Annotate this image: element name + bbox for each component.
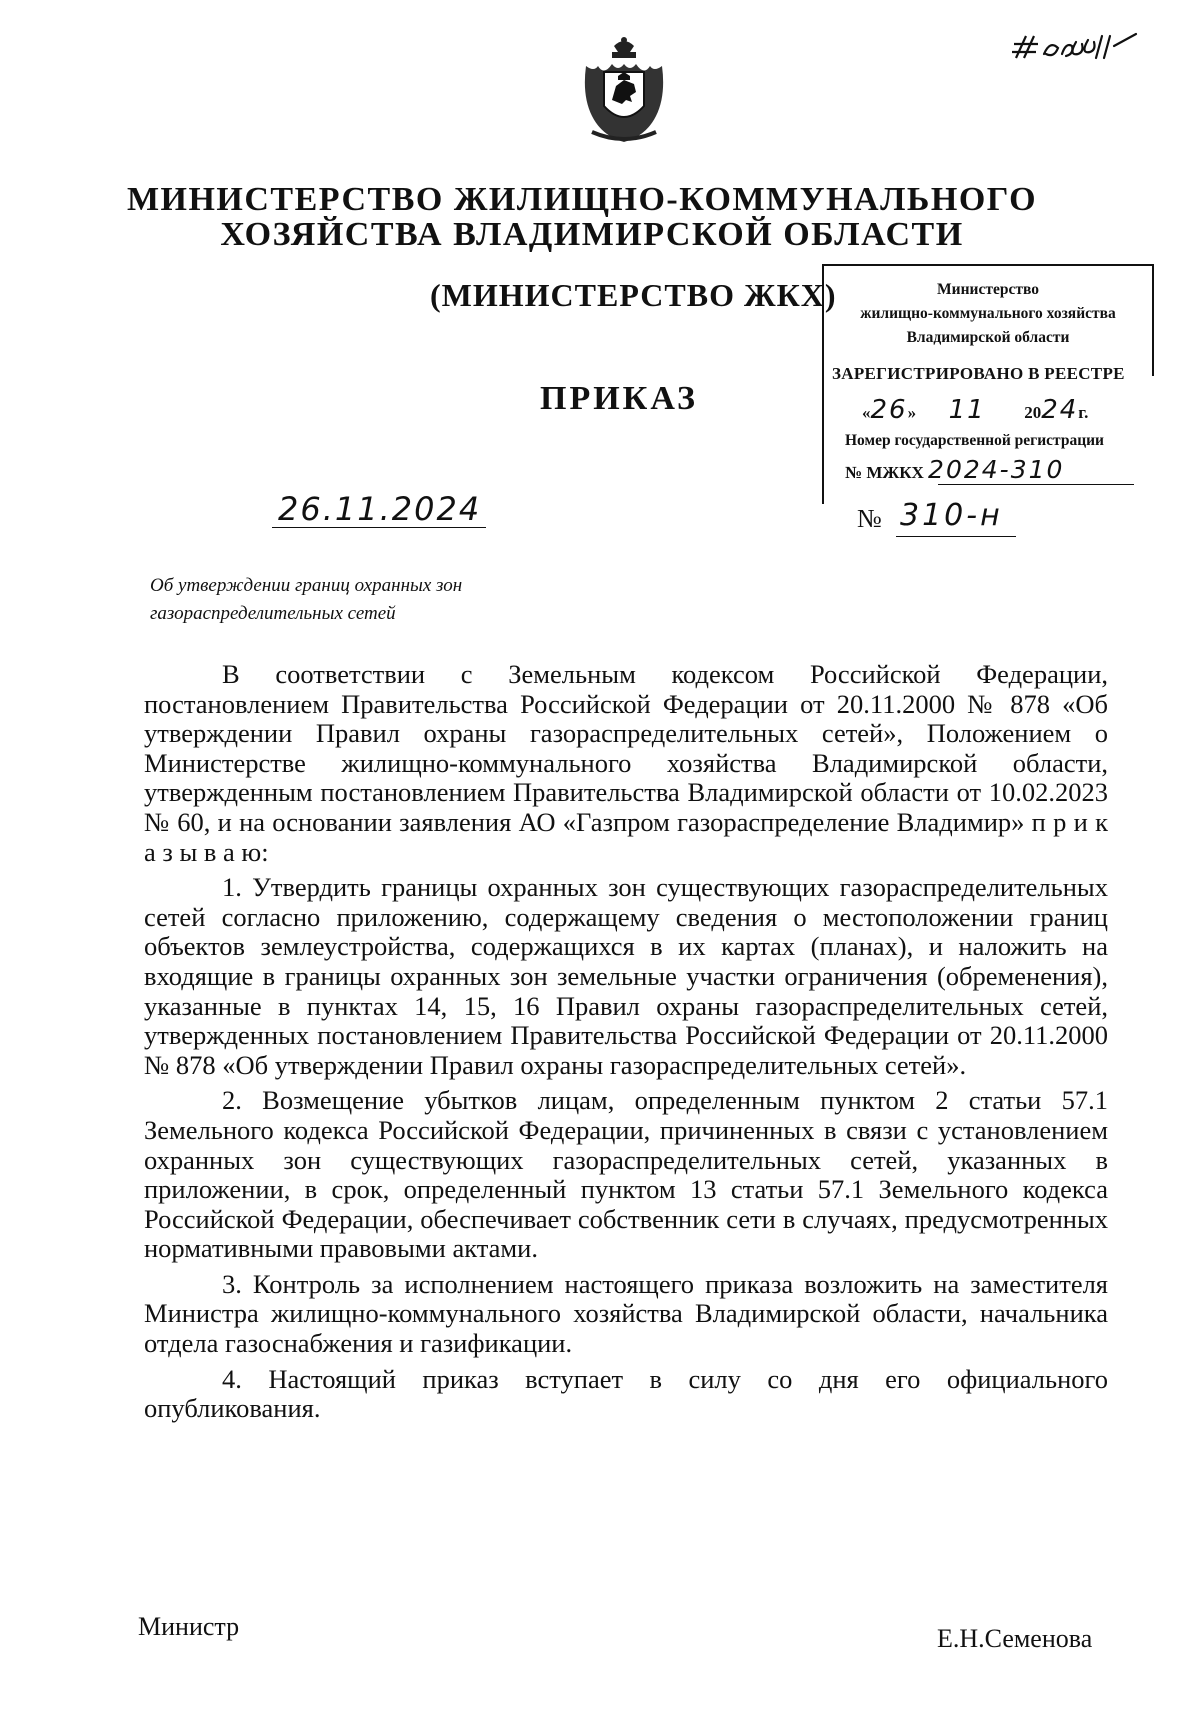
order-date: 26.11.2024 bbox=[278, 490, 482, 528]
subject-line1: Об утверждении границ охранных зон bbox=[150, 575, 463, 596]
ministry-short-name: (МИНИСТЕРСТВО ЖКХ) bbox=[430, 277, 837, 313]
stamp-number-value: 2024-310 bbox=[928, 455, 1065, 484]
stamp-org-line2: жилищно-коммунального хозяйства bbox=[860, 305, 1116, 322]
order-subject bbox=[150, 572, 462, 628]
handwritten-corner-mark bbox=[1010, 28, 1150, 68]
signatory-name: Е.Н.Семенова bbox=[937, 1624, 1093, 1653]
body-preamble: В соответствии с Земельным кодексом Российской Федерации, постановлением Правительства Российской Федерации от 20.11.2000 № 878 «Об утверждении Правил охраны газораспределительных сетей», Положением о Министерстве жилищно-коммунального хозяйства Владимирской области, утвержденным постановлением Правительства Владимирской области от 10.02.2023 № 60, и на основании заявления АО «Газпром газораспределение Владимир» п р и к а з ы в а ю: bbox=[144, 659, 1108, 867]
stamp-number-prefix: № МЖКХ bbox=[845, 463, 924, 482]
stamp-month: 11 bbox=[948, 395, 986, 425]
document-type-title: ПРИКАЗ bbox=[540, 380, 698, 417]
body-item-3: 3. Контроль за исполнением настоящего приказа возложить на заместителя Министра жилищно-коммунального хозяйства Владимирской области, начальника отдела газоснабжения и газификации. bbox=[144, 1268, 1108, 1359]
stamp-year-suffix: 24 bbox=[1041, 395, 1079, 425]
order-number-label: № bbox=[857, 504, 882, 533]
body-item-2: 2. Возмещение убытков лицам, определенным пунктом 2 статьи 57.1 Земельного кодекса Российской Федерации, причиненных в связи с установлением охранных зон существующих газораспределительных сетей, указанных в приложении, в срок, определенный пунктом 13 статьи 57.1 Земельного кодекса Российской Федерации, обеспечивает собственник сети в случаях, предусмотренных нормативными правовыми актами. bbox=[144, 1085, 1108, 1264]
stamp-date-row: «26» 11 2024г. bbox=[862, 395, 1089, 425]
order-number: 310-н bbox=[900, 498, 1003, 533]
subject-line2: газораспределительных сетей bbox=[150, 603, 396, 624]
ministry-name-line1: МИНИСТЕРСТВО ЖИЛИЩНО-КОММУНАЛЬНОГО bbox=[126, 181, 1038, 218]
stamp-year-prefix: 20 bbox=[1024, 403, 1042, 422]
stamp-org-line3: Владимирской области bbox=[906, 329, 1070, 346]
order-date-underline bbox=[272, 527, 486, 528]
order-number-underline bbox=[896, 536, 1016, 537]
coat-of-arms-emblem bbox=[578, 36, 670, 144]
stamp-number-label: Номер государственной регистрации bbox=[845, 432, 1104, 449]
stamp-year-end: г. bbox=[1078, 403, 1089, 422]
stamp-left-border bbox=[822, 374, 824, 504]
stamp-org-line1: Министерство bbox=[937, 281, 1039, 298]
stamp-number-underline bbox=[938, 484, 1134, 485]
signatory-role: Министр bbox=[138, 1612, 240, 1641]
ministry-name-line2: ХОЗЯЙСТВА ВЛАДИМИРСКОЙ ОБЛАСТИ bbox=[220, 216, 964, 253]
stamp-number-row bbox=[845, 455, 1064, 484]
body-item-1: 1. Утвердить границы охранных зон существующих газораспределительных сетей согласно приложению, содержащему сведения о местоположении границ объектов землеустройства, содержащихся в их картах (планах), и наложить на входящие в границы охранных зон земельные участки ограничения (обременения), указанные в пунктах 14, 15, 16 Правил охраны газораспределительных сетей, утвержденных постановлением Правительства Российской Федерации от 20.11.2000 № 878 «Об утверждении Правил охраны газораспределительных сетей». bbox=[144, 872, 1108, 1080]
stamp-day: 26 bbox=[870, 395, 908, 425]
stamp-registered-title: ЗАРЕГИСТРИРОВАНО В РЕЕСТРЕ bbox=[832, 364, 1125, 383]
order-body bbox=[144, 660, 1108, 1424]
registration-stamp-box bbox=[822, 264, 1154, 376]
body-item-4: 4. Настоящий приказ вступает в силу со дня его официального опубликования. bbox=[144, 1363, 1108, 1424]
